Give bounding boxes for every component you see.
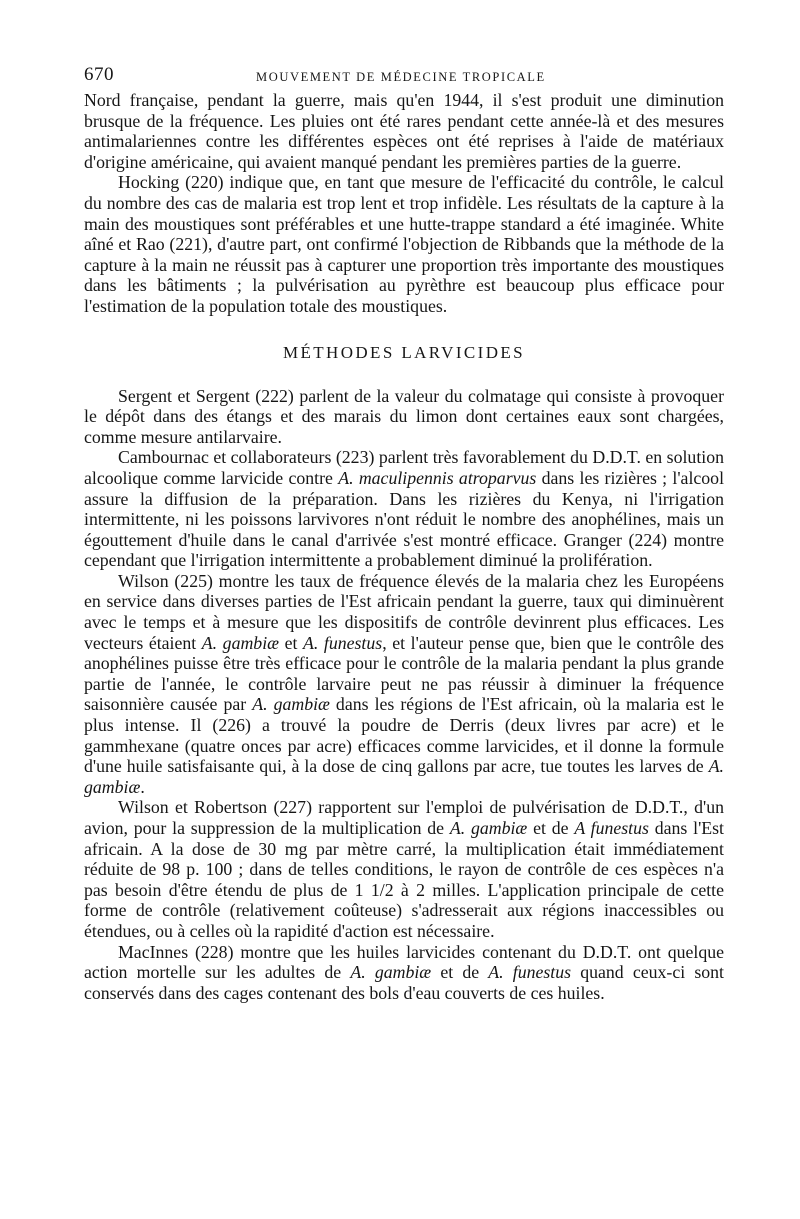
species-name: A. funestus (303, 632, 383, 653)
text-run: et de (431, 962, 489, 983)
text-run: dans les régions de l'Est africain, où la malaria est le plus intense. Il (226) a trouvé la poudre de Derris (deux livres par acre) et le gammhexane (quatre onces par acre) efficaces comme larvicides, et il donne la formule d'une huile satisfaisante qui, à la dose de cinq gallons par acre, tue toutes les larves de (84, 694, 724, 777)
paragraph-sergent (84, 386, 724, 448)
species-name: A funestus (574, 818, 649, 838)
text-run: et de (527, 818, 575, 838)
text-run: dans l'Est africain. A la dose de 30 mg par mètre carré, la multiplication était immédiatement réduite de 98 p. 100 ; dans de telles conditions, le rayon de contrôle de ces espèces n'a pas besoin d'être étendu de plus de 1 1/2 à 2 milles. L'application principale de cette forme de contrôle (relativement coûteuse) s'adresserait aux régions inaccessibles ou étendues, ou à celles où la rapidité d'action est nécessaire. (84, 818, 724, 941)
section-heading: MÉTHODES LARVICIDES (282, 342, 526, 362)
paragraph-text: Hocking (220) indique que, en tant que mesure de l'efficacité du contrôle, le calcul du nombre des cas de malaria est trop lent et trop infidèle. Les résultats de la capture à la main des moustiques sont préférables et une hutte-trappe standard a été imaginée. White aîné et Rao (221), d'autre part, ont confirmé l'objection de Ribbands que la méthode de la capture à la main ne réussit pas à capturer une proportion très importante des moustiques dans les bâtiments ; la pulvérisation au pyrèthre est beaucoup plus efficace pour l'estimation de la population totale des moustiques. (84, 172, 724, 316)
page-header (84, 60, 724, 90)
text-run: Wilson et Robertson (227) rapportent sur l'emploi de pulvérisation de D.D.T., d'un avion, pour la suppression de la multiplication de (84, 797, 724, 838)
species-name: A. funestus (488, 962, 572, 983)
paragraph-text: Nord française, pendant la guerre, mais qu'en 1944, il s'est produit une diminution brusque de la fréquence. Les pluies ont été rares pendant cette année-là et des mesures antimalariennes contre les différentes espèces ont été reprises à l'aide de matériaux d'origine américaine, qui avaient manqué pendant les premières parties de la guerre. (84, 90, 724, 172)
text-run: Cambournac et collaborateurs (223) parlent très favorablement du D.D.T. en solution alcoolique comme larvicide contre (84, 447, 724, 488)
paragraph-continuation (84, 90, 724, 172)
species-name: A. maculipennis atroparvus (338, 467, 537, 488)
paragraph-text: Sergent et Sergent (222) parlent de la valeur du colmatage qui consiste à provoquer le dépôt dans des étangs et des marais du limon dont certaines eaux sont chargées, comme mesure antilarvaire. (84, 385, 724, 447)
paragraph-wilson-robertson (84, 797, 724, 941)
text-run: dans les rizières ; l'alcool assure la diffusion de la préparation. Dans les rizières du Kenya, ni l'irrigation intermittente, ni les poissons larvivores n'ont réduit le nombre des anophélines, mais un égouttement d'huile dans le canal d'arrivée s'est montré efficace. Granger (224) montre cependant que l'irrigation intermittente a probablement diminué la prolifération. (84, 467, 725, 571)
running-title: MOUVEMENT DE MÉDECINE TROPICALE (256, 70, 546, 84)
paragraph-wilson (84, 571, 724, 798)
text-run: et (279, 632, 303, 653)
text-run: , et l'auteur pense que, bien que le contrôle des anophélines puisse être très efficace pour le contrôle de la malaria pendant la plus grande partie de l'année, le contrôle larvaire peut ne pas réussir à diminuer la fréquence saisonnière causée par (84, 632, 724, 715)
page-number: 670 (84, 64, 114, 85)
species-name: A. gambiæ (84, 756, 724, 797)
body-text (84, 90, 724, 1003)
paragraph-cambournac (84, 447, 724, 571)
species-name: A. gambiæ (449, 818, 528, 838)
paragraph-hocking (84, 172, 724, 316)
species-name: A. gambiæ (201, 632, 279, 653)
text-run: . (140, 776, 145, 797)
page (84, 60, 724, 1003)
text-run: Wilson (225) montre les taux de fréquence élevés de la malaria chez les Européens en service dans diverses parties de l'Est africain pendant la guerre, taux qui diminuèrent avec le temps et à mesure que les dispositifs de contrôle devinrent plus efficaces. Les vecteurs étaient (84, 570, 724, 653)
species-name: A. gambiæ (350, 962, 432, 983)
species-name: A. gambiæ (252, 694, 330, 715)
paragraph-macinnes (84, 942, 724, 1004)
text-run: quand ceux-ci sont conservés dans des cages contenant des bols d'eau couverts de ces huiles. (84, 962, 724, 1003)
text-run: MacInnes (228) montre que les huiles larvicides contenant du D.D.T. ont quelque action mortelle sur les adultes de (84, 941, 724, 983)
